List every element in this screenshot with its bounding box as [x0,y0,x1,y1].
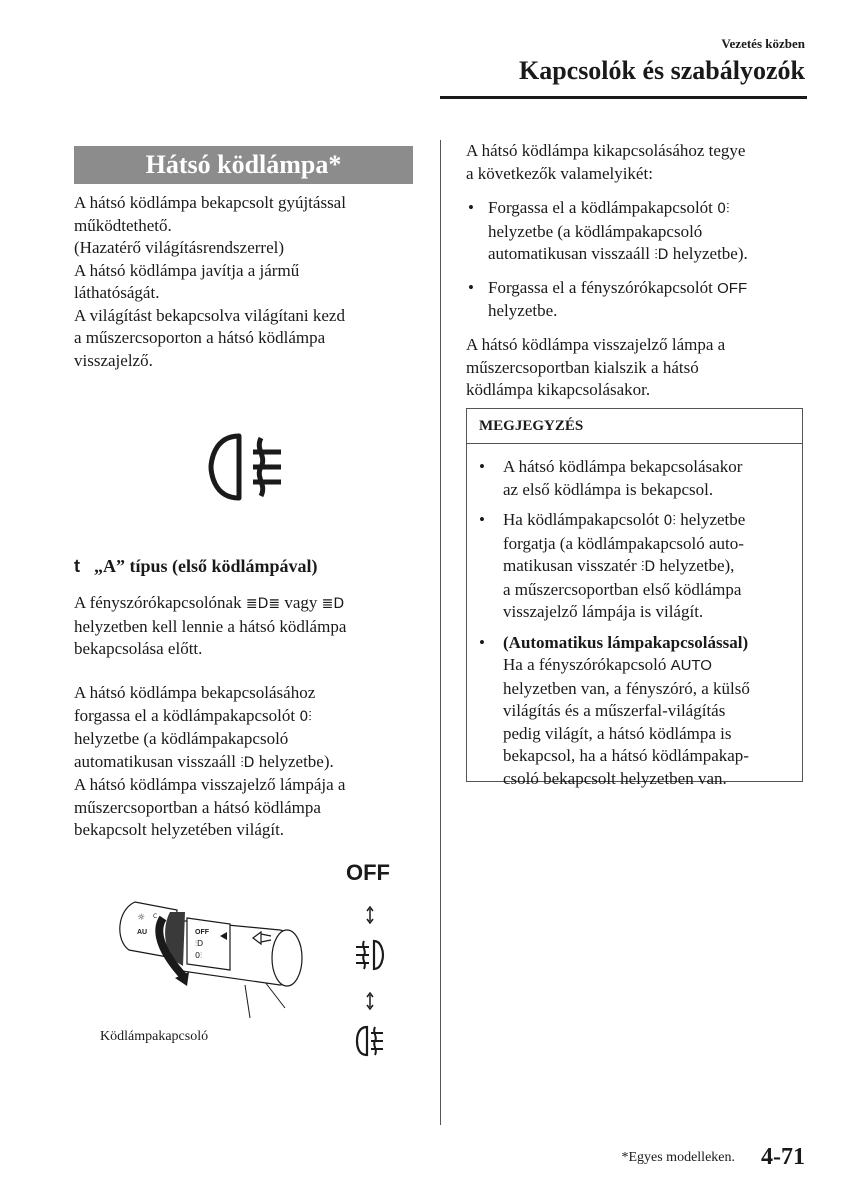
rear-fog-lamp-icon [205,430,290,505]
section-label: Vezetés közben [721,36,805,51]
text-line: A hátsó ködlámpa kikapcsolásához tegye [466,141,746,160]
text-fragment: helyzetbe). [258,751,334,771]
rear-fog-symbol: 0⫶ [299,708,312,725]
page-title: Kapcsolók és szabályozók [518,56,805,85]
paragraph-2 [74,592,414,661]
svg-text:C: C [153,913,158,920]
text-line: A hátsó ködlámpa visszajelző lámpa a [466,335,726,354]
text-fragment: helyzetbe. [488,301,558,320]
off-position-label: OFF [717,279,748,297]
text-fragment: A fényszórókapcsolónak [74,593,242,612]
figure-callout: Ködlámpakapcsoló [100,1029,209,1044]
text-fragment: világítás és a műszerfal-világítás [503,701,726,720]
rear-fog-symbol: 0⫶ [663,513,676,529]
section-heading: Hátsó ködlámpa* [74,146,413,184]
text-fragment: helyzetbe), [659,556,735,575]
text-fragment: Forgassa el a fényszórókapcsolót [488,277,713,297]
text-fragment: forgatja (a ködlámpakapcsoló auto- [503,533,744,553]
text-line: A hátsó ködlámpa bekapcsolásához [74,683,316,702]
text-line: bekapcsolt helyzetében világít. [74,820,285,839]
paragraph-3 [74,682,414,842]
text-line: működtethető. [74,215,172,235]
switch-positions-figure [355,905,385,1065]
text-line [74,592,414,616]
list-item [466,197,806,267]
text-line: bekapcsolása előtt. [74,639,203,658]
rear-fog-symbol: 0⫶ [717,201,730,217]
note-list [467,456,802,790]
text-fragment: a műszercsoportban első ködlámpa [503,579,742,599]
note-title: MEGJEGYZÉS [467,409,802,444]
text-fragment: helyzetbe [680,510,746,529]
text-fragment: helyzetben van, a fényszóró, a külső [503,678,750,698]
stalk-auto-label: AU [137,929,148,936]
text-line: A világítást bekapcsolva világítani kezd [74,305,345,325]
note-box [466,408,803,788]
low-beam-fog-symbol: ≣D≣ [245,596,281,612]
text-fragment: forgassa el a ködlámpakapcsolót [74,705,296,725]
list-item [467,509,802,624]
front-fog-symbol: ⫶D [240,754,255,771]
svg-text:0⫶: 0⫶ [195,951,203,960]
text-fragment: az első ködlámpa is bekapcsol. [503,479,714,499]
text-line: A hátsó ködlámpa bekapcsolt gyújtással [74,193,346,212]
text-fragment: A hátsó ködlámpa bekapcsolásakor [503,457,743,476]
list-item [467,456,802,501]
text-fragment: vagy [284,593,318,612]
text-line: a következők valamelyikét: [466,163,653,183]
text-fragment: automatikusan visszaáll [74,751,236,771]
fog-switch-stalk-figure [115,890,315,1025]
text-line: ködlámpa kikapcsolásakor. [466,380,651,399]
text-fragment: helyzetbe). [672,244,748,263]
text-line: műszercsoportban a hátsó ködlámpa [74,797,321,817]
text-line: láthatóságát. [74,283,160,302]
text-fragment: Ha a fényszórókapcsoló [503,655,667,674]
text-line: (Hazatérő világításrendszerrel) [74,238,285,257]
text-line [74,705,414,729]
text-fragment: helyzetbe (a ködlámpakapcsoló [488,221,703,241]
figure-off-label: OFF [346,860,390,885]
header-rule [440,96,807,99]
text-fragment: bekapcsol, ha a hátsó ködlámpakap- [503,746,749,765]
svg-text:⫶D: ⫶D [195,939,204,948]
right-paragraph-2 [466,334,806,402]
intro-paragraph [74,192,414,372]
stalk-off-label: OFF [195,929,209,936]
text-line: visszajelző. [74,350,153,370]
text-line: A hátsó ködlámpa javítja a jármű [74,260,300,280]
text-fragment: csoló bekapcsolt helyzetben van. [503,768,727,788]
text-fragment: pedig világít, a hátsó ködlámpa is [503,723,732,743]
text-line: A hátsó ködlámpa visszajelző lámpája a [74,775,346,794]
auto-position-label: AUTO [670,657,712,674]
page-number: 4-71 [761,1144,805,1170]
front-fog-symbol: ⫶D [640,559,656,575]
text-fragment: matikusan visszatér [503,556,637,575]
subsection-heading [74,556,414,577]
front-fog-symbol: ⫶D [654,247,669,263]
subsection-bullet: t [74,556,80,576]
text-fragment: Ha ködlámpakapcsolót [503,510,660,529]
svg-text:☼: ☼ [137,913,146,923]
text-fragment: visszajelző lámpája is világít. [503,602,704,621]
text-line: műszercsoportban kialszik a hátsó [466,357,699,377]
text-line: helyzetbe (a ködlámpakapcsoló [74,729,289,748]
headlight-symbol: ≣D [321,596,345,612]
right-paragraph-1 [466,140,806,185]
list-item [466,277,806,323]
text-line [74,751,414,775]
text-fragment: (Automatikus lámpakapcsolással) [503,632,749,652]
text-line: helyzetben kell lennie a hátsó ködlámpa [74,616,347,636]
text-fragment: Forgassa el a ködlámpakapcsolót [488,198,713,217]
instruction-list [466,197,806,323]
list-item [467,632,802,791]
text-fragment: automatikusan visszaáll [488,244,650,263]
text-line: a műszercsoporton a hátsó ködlámpa [74,328,326,347]
column-divider [440,140,441,1125]
footnote: *Egyes modelleken. [621,1150,735,1165]
subsection-title: „A” típus (első ködlámpával) [94,556,318,576]
